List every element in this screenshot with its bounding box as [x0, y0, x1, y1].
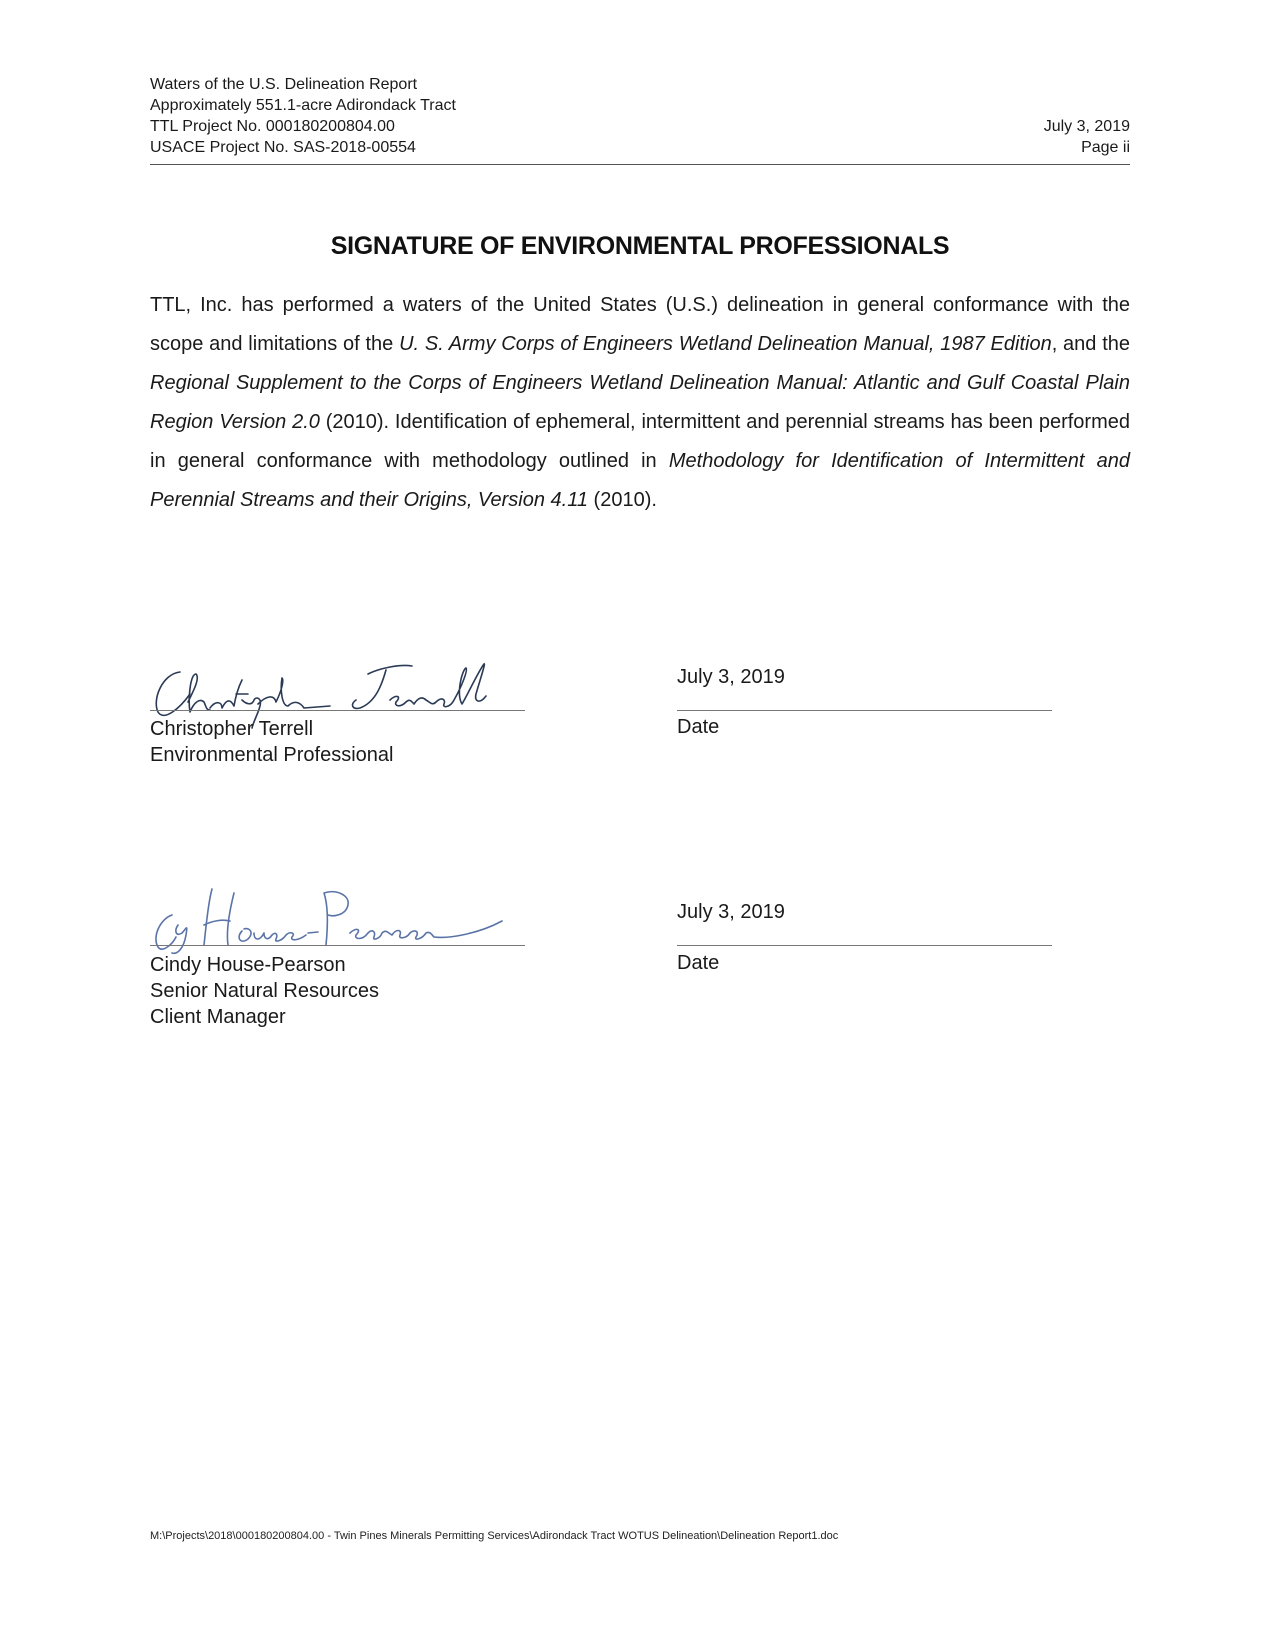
para-regional-supplement: Regional Supplement to the Corps of Engineers Wetland Delineation Manual: Atlantic and Gulf Coastal Plain Region Version 2.0 — [150, 372, 1130, 433]
header-page-number: Page ii — [1081, 139, 1130, 156]
page-title: SIGNATURE OF ENVIRONMENTAL PROFESSIONALS — [330, 232, 950, 260]
date-label-1: Date — [677, 716, 720, 738]
signature-date-2: July 3, 2019 — [677, 901, 785, 923]
header-report-title: Waters of the U.S. Delineation Report — [150, 76, 418, 93]
header-ttl-project: TTL Project No. 000180200804.00 — [150, 118, 395, 135]
header-date: July 3, 2019 — [1043, 118, 1130, 135]
header-left — [150, 74, 456, 158]
para-text-1: TTL, Inc. has performed a waters of the United States (U.S.) delineation in general conformance with the scope and limitations of the — [150, 294, 1130, 355]
signer-title-2-line-1: Senior Natural Resources — [150, 980, 379, 1002]
para-manual-1987: U. S. Army Corps of Engineers Wetland Delineation Manual, 1987 Edition — [399, 333, 1052, 355]
para-text-3: (2010). Identification of ephemeral, intermittent and perennial streams has been performed in general conformance with methodology outlined in — [150, 411, 1130, 472]
header-tract: Approximately 551.1-acre Adirondack Tract — [150, 97, 456, 114]
signature-line-1 — [150, 710, 525, 711]
signer-title-1: Environmental Professional — [150, 744, 394, 766]
signer-name-1: Christopher Terrell — [150, 718, 314, 740]
para-methodology: Methodology for Identification of Intermittent and Perennial Streams and their Origins, Version 4.11 — [150, 450, 1130, 511]
signature-date-1: July 3, 2019 — [677, 666, 785, 688]
signer-name-2: Cindy House-Pearson — [150, 954, 346, 976]
footer-file-path: M:\Projects\2018\000180200804.00 - Twin Pines Minerals Permitting Services\Adirondack Tract WOTUS Delineation\Delineation Report1.doc — [150, 1530, 839, 1542]
header-right — [1044, 116, 1130, 158]
signature-line-2 — [150, 945, 525, 946]
date-label-2: Date — [677, 952, 720, 974]
page-header — [150, 74, 1130, 165]
signature-image-2 — [150, 875, 510, 955]
header-usace-project: USACE Project No. SAS-2018-00554 — [150, 139, 416, 156]
para-text-4: (2010). — [588, 489, 657, 511]
signer-title-2-line-2: Client Manager — [150, 1006, 286, 1028]
date-line-2 — [677, 945, 1052, 946]
body-paragraph — [150, 286, 1130, 520]
date-line-1 — [677, 710, 1052, 711]
para-text-2: , and the — [1051, 333, 1131, 355]
